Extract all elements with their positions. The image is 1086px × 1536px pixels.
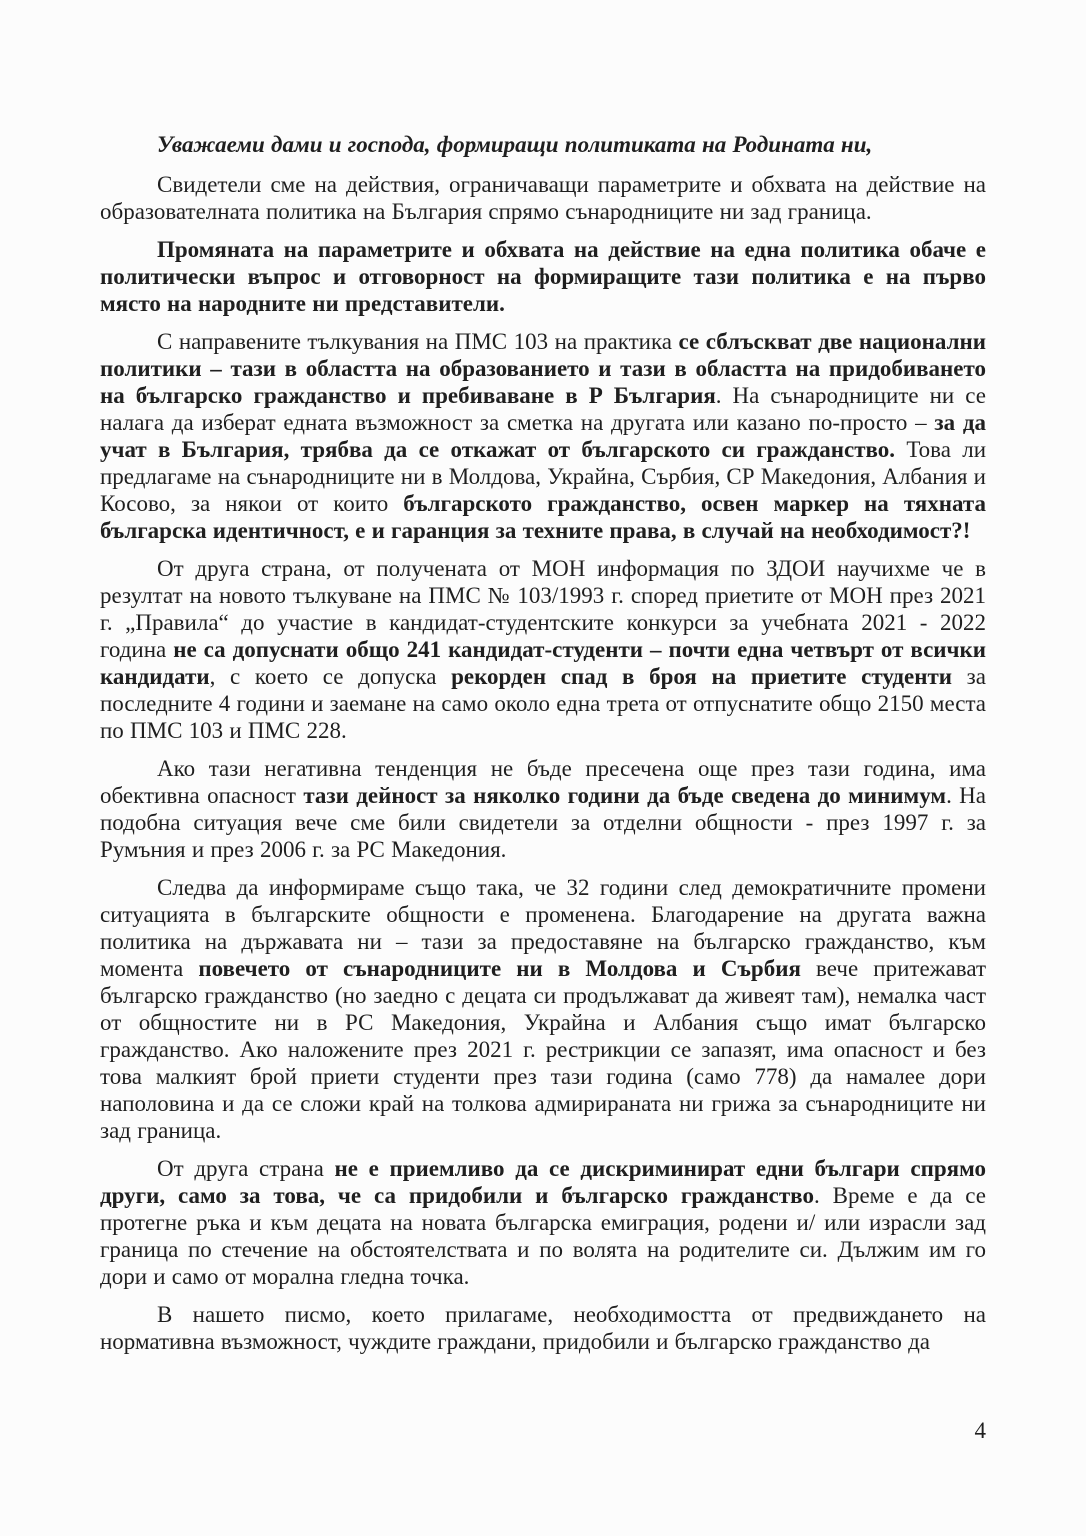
text-run: От друга страна bbox=[157, 1156, 335, 1181]
text-run: за да учат в България, трябва да се откажат от българското си гражданство. bbox=[100, 410, 986, 462]
text-run: , с което се допуска bbox=[209, 664, 452, 689]
paragraph-mon-information bbox=[100, 555, 986, 744]
text-run: повечето от сънародниците ни в Молдова и Сърбия bbox=[198, 956, 801, 981]
text-run: не са допуснати общо 241 кандидат-студенти – почти една четвърт от всички кандидати bbox=[100, 637, 987, 689]
paragraph-discrimination bbox=[100, 1155, 986, 1290]
salutation-text: Уважаеми дами и господа, формиращи политиката на Родината ни, bbox=[157, 132, 873, 157]
paragraph-witnesses bbox=[100, 171, 986, 225]
text-run: С направените тълкувания на ПМС 103 на практика bbox=[157, 329, 679, 354]
text-run: не е приемливо да се дискриминират едни българи спрямо други, само за това, че са придобили и българско гражданство bbox=[100, 1156, 986, 1208]
text-run: В нашето писмо, което прилагаме, необходимостта от предвиждането на нормативна възможност, чуждите граждани, придобили и българско гражданство да bbox=[100, 1302, 986, 1354]
text-run: . Време е да се протегне ръка и към децата на новата българска емиграция, родени и/ или израсли зад граница по стечение на обстоятелствата и по волята на родителите си. Дължим им го дори и само от морална гледна точка. bbox=[100, 1183, 986, 1289]
page-number: 4 bbox=[974, 1418, 986, 1443]
text-run: . На подобна ситуация вече сме били свидетели за отделни общности - през 1997 г. за Румъния и през 2006 г. за РС Македония. bbox=[100, 783, 986, 862]
text-run: Ако тази негативна тенденция не бъде пресечена още през тази година, има обективна опасност bbox=[100, 756, 986, 808]
text-run: се сблъскват две национални политики – тази в областта на образованието и тази в областта на придобиването на българско гражданство и пребиваване в Р България bbox=[100, 329, 986, 408]
text-run: Промяната на параметрите и обхвата на действие на една политика обаче е политически въпрос и отговорност на формиращите тази политика е на първо място на народните ни представители. bbox=[100, 237, 986, 316]
text-run: От друга страна, от получената от МОН информация по ЗДОИ научихме че в резултат на новото тълкуване на ПМС № 103/1993 г. според приетите от МОН през 2021 г. „Правила“ до участие в кандидат-студентските конкурси за учебната 2021 - 2022 година bbox=[100, 556, 986, 662]
paragraph-pms-103-interpretations bbox=[100, 328, 986, 544]
text-run: за последните 4 години и заемане на само около една трета от отпуснатите общо 2150 места по ПМС 103 и ПМС 228. bbox=[100, 664, 986, 743]
paragraph-policy-change bbox=[100, 236, 986, 317]
document-body bbox=[100, 131, 986, 1366]
paragraph-attached-letter bbox=[100, 1301, 986, 1355]
text-run: българското гражданство, освен маркер на тяхната българска идентичност, е и гаранция за техните права, в случай на необходимост?! bbox=[100, 491, 986, 543]
text-run: Свидетели сме на действия, ограничаващи параметрите и обхвата на действие на образователната политика на България спрямо сънародниците ни зад граница. bbox=[100, 172, 986, 224]
text-run: рекорден спад в броя на приетите студенти bbox=[451, 664, 953, 689]
text-run: тази дейност за няколко години да бъде сведена до минимум bbox=[303, 783, 947, 808]
salutation bbox=[100, 131, 986, 158]
text-run: вече притежават българско гражданство (но заедно с децата си продължават да живеят там), немалка част от общностите ни в РС Македония, Украйна и Албания също имат българско гражданство. Ако наложените през 2021 г. рестрикции се запазят, има опасност и без това малкият брой приети студенти през тази година (само 778) да намалее дори наполовина и да се сложи край на толкова адмирираната ни грижа за сънародниците ни зад граница. bbox=[100, 956, 986, 1143]
paragraph-negative-trend bbox=[100, 755, 986, 863]
text-run: Това ли предлагаме на сънародниците ни в Молдова, Украйна, Сърбия, СР Македония, Албания и Косово, за някои от които bbox=[100, 437, 986, 516]
paragraph-32-years bbox=[100, 874, 986, 1144]
text-run: . На сънародниците ни се налага да изберат едната възможност за сметка на другата или казано по-просто – bbox=[100, 383, 986, 435]
text-run: Следва да информираме също така, че 32 години след демократичните промени ситуацията в българските общности е променена. Благодарение на другата важна политика на държавата ни – тази за предоставяне на българско гражданство, към момента bbox=[100, 875, 986, 981]
